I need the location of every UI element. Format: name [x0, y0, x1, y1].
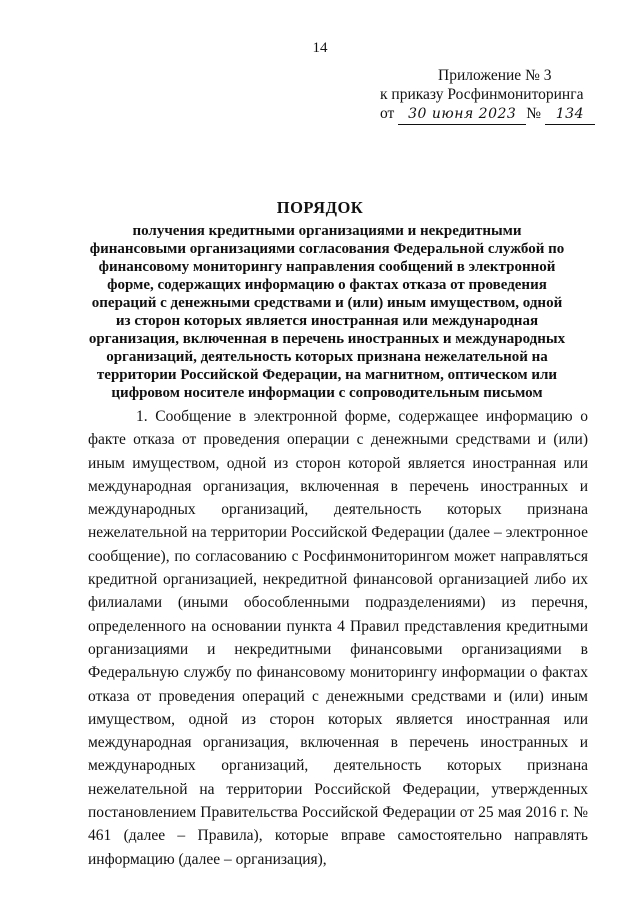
appendix-order-reference: к приказу Росфинмониторинга [380, 86, 584, 103]
date-prefix: от [380, 105, 395, 122]
appendix-title: Приложение № 3 [438, 67, 552, 84]
paragraph-1: 1. Сообщение в электронной форме, содержащее информацию о факте отказа от проведения операции с денежными средствами и (или) иным имуществом, одной из сторон которой является иностранная или международная организация, включенная в перечень иностранных и международных организаций, деятельность которых признана нежелательной на территории Российской Федерации (далее – электронное сообщение), по согласованию с Росфинмониторингом может направляться кредитной организацией, некредитной финансовой организацией либо их филиалами (иными обособленными подразделениями) из перечня, определенного на основании пункта 4 Правил представления кредитными организациями и некредитными финансовыми организациями в Федеральную службу по финансовому мониторингу информации о фактах отказа от проведения операций с денежными средствами и (или) иным имуществом, одной из сторон которых является иностранная или международная организация, включенная в перечень иностранных и международных организаций, деятельность которых признана нежелательной на территории Российской Федерации, утвержденных постановлением Правительства Российской Федерации от 25 мая 2016 г. № 461 (далее – Правила), которые вправе самостоятельно направлять информацию (далее – организация), [88, 408, 588, 868]
handwritten-number: 134 [545, 105, 595, 125]
document-subtitle: получения кредитными организациями и некредитными финансовыми организациями согласования Федеральной службой по финансовому мониторингу направления сообщений в электронной форме, содержащих информацию о фактах отказа от проведения операций с денежными средствами и (или) иным имуществом, одной из сторон которых является иностранная или международная организация, включенная в перечень иностранных и международных организаций, деятельность которых признана нежелательной на территории Российской Федерации, на магнитном, оптическом или цифровом носителе информации с сопроводительным письмом [88, 223, 566, 401]
number-prefix: № [526, 105, 541, 122]
appendix-block [380, 66, 620, 125]
page-number: 14 [312, 40, 328, 56]
handwritten-date: 30 июня 2023 [398, 105, 526, 125]
document-title: ПОРЯДОК [276, 198, 364, 217]
appendix-date-line [380, 104, 620, 125]
